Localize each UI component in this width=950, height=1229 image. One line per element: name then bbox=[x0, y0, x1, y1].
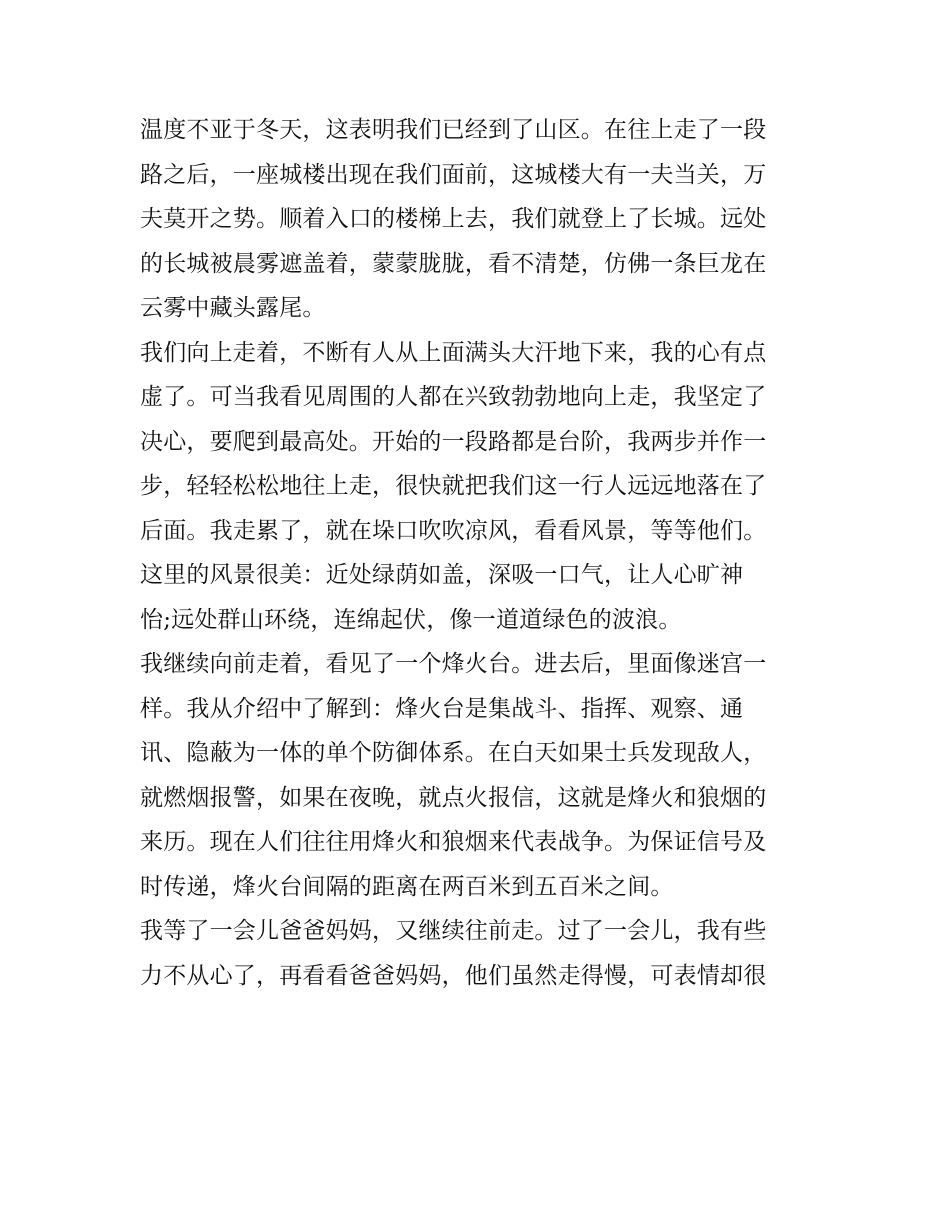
text-line: 我们向上走着，不断有人从上面满头大汗地下来，我的心有点 bbox=[140, 339, 767, 366]
text-line: 路之后，一座城楼出现在我们面前，这城楼大有一夫当关，万 bbox=[140, 161, 767, 188]
text-line: 后面。我走累了，就在垛口吹吹凉风，看看风景，等等他们。 bbox=[140, 517, 767, 544]
text-line: 夫莫开之势。顺着入口的楼梯上去，我们就登上了长城。远处 bbox=[140, 206, 767, 232]
text-line: 时传递，烽火台间隔的距离在两百米到五百米之间。 bbox=[140, 873, 674, 900]
essay-body bbox=[140, 108, 820, 998]
text-line: 决心，要爬到最高处。开始的一段路都是台阶，我两步并作一 bbox=[140, 428, 767, 455]
text-line: 温度不亚于冬天，这表明我们已经到了山区。在往上走了一段 bbox=[140, 117, 767, 143]
text-line: 虚了。可当我看见周围的人都在兴致勃勃地向上走，我坚定了 bbox=[140, 384, 767, 410]
text-line: 的长城被晨雾遮盖着，蒙蒙胧胧，看不清楚，仿佛一条巨龙在 bbox=[140, 250, 767, 277]
text-line: 就燃烟报警，如果在夜晚，就点火报信，这就是烽火和狼烟的 bbox=[140, 784, 767, 811]
text-line: 我继续向前走着，看见了一个烽火台。进去后，里面像迷宫一 bbox=[140, 651, 767, 677]
text-line: 来历。现在人们往往用烽火和狼烟来代表战争。为保证信号及 bbox=[140, 829, 767, 855]
text-line: 讯、隐蔽为一体的单个防御体系。在白天如果士兵发现敌人， bbox=[140, 740, 767, 766]
text-line: 这里的风景很美：近处绿荫如盖，深吸一口气，让人心旷神 bbox=[140, 562, 744, 588]
text-line: 我等了一会儿爸爸妈妈，又继续往前走。过了一会儿，我有些 bbox=[140, 918, 767, 944]
text-line: 步，轻轻松松地往上走，很快就把我们这一行人远远地落在了 bbox=[140, 473, 767, 499]
text-line: 样。我从介绍中了解到：烽火台是集战斗、指挥、观察、通 bbox=[140, 695, 744, 722]
text-line: 云雾中藏头露尾。 bbox=[140, 295, 326, 321]
text-line: 怡;远处群山环绕，连绵起伏，像一道道绿色的波浪。 bbox=[140, 606, 682, 633]
text-line: 力不从心了，再看看爸爸妈妈，他们虽然走得慢，可表情却很 bbox=[140, 962, 767, 989]
